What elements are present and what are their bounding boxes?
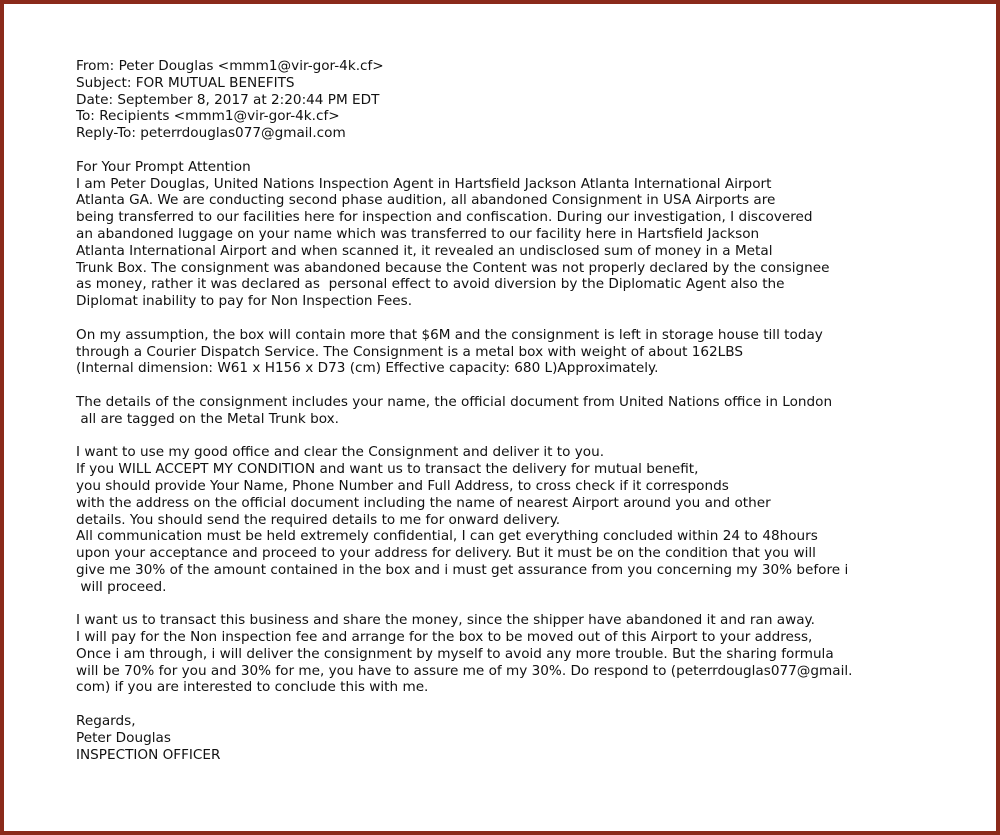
body-line: give me 30% of the amount contained in the box and i must get assurance from you concerning my 30% before i <box>76 561 849 578</box>
body-paragraph-4 <box>76 444 976 595</box>
body-line: On my assumption, the box will contain more that $6M and the consignment is left in storage house till today <box>76 326 823 343</box>
header-from: From: Peter Douglas <mmm1@vir-gor-4k.cf> <box>76 58 384 74</box>
spacer <box>76 596 976 613</box>
header-to: To: Recipients <mmm1@vir-gor-4k.cf> <box>76 108 340 125</box>
signature-closing: Regards, <box>76 713 136 730</box>
body-line: All communication must be held extremely confidential, I can get everything concluded within 24 to 48hours <box>76 528 818 545</box>
body-line: (Internal dimension: W61 x H156 x D73 (cm) Effective capacity: 680 L)Approximately. <box>76 360 659 377</box>
body-line: upon your acceptance and proceed to your address for delivery. But it must be on the condition that you will <box>76 545 816 562</box>
body-line: com) if you are interested to conclude this with me. <box>76 679 429 696</box>
spacer <box>76 377 976 394</box>
body-paragraph-2 <box>76 327 976 377</box>
body-line: being transferred to our facilities here for inspection and confiscation. During our investigation, I discovered <box>76 209 813 226</box>
body-paragraph-1 <box>76 159 976 310</box>
spacer <box>76 696 976 713</box>
body-line: will proceed. <box>76 578 167 595</box>
body-line: I want us to transact this business and share the money, since the shipper have abandoned it and ran away. <box>76 612 815 629</box>
body-line: with the address on the official document including the name of nearest Airport around you and other <box>76 494 771 511</box>
header-subject: Subject: FOR MUTUAL BENEFITS <box>76 74 295 91</box>
signature-block <box>76 713 976 763</box>
email-header <box>76 58 976 142</box>
body-line: I am Peter Douglas, United Nations Inspection Agent in Hartsfield Jackson Atlanta International Airport <box>76 175 772 192</box>
body-line: Atlanta GA. We are conducting second phase audition, all abandoned Consignment in USA Airports are <box>76 192 776 209</box>
body-line: will be 70% for you and 30% for me, you have to assure me of my 30%. Do respond to (peterrdouglas077@gmail. <box>76 662 853 679</box>
body-line: details. You should send the required details to me for onward delivery. <box>76 511 561 528</box>
email-message <box>76 58 976 763</box>
body-line: Once i am through, i will deliver the consignment by myself to avoid any more trouble. But the sharing formula <box>76 645 834 662</box>
body-line: If you WILL ACCEPT MY CONDITION and want us to transact the delivery for mutual benefit, <box>76 461 699 478</box>
header-reply-to: Reply-To: peterrdouglas077@gmail.com <box>76 125 346 142</box>
body-line: For Your Prompt Attention <box>76 158 251 175</box>
header-date: Date: September 8, 2017 at 2:20:44 PM EDT <box>76 91 380 108</box>
body-line: an abandoned luggage on your name which was transferred to our facility here in Hartsfield Jackson <box>76 225 760 242</box>
body-line: I will pay for the Non inspection fee and arrange for the box to be moved out of this Airport to your address, <box>76 629 813 646</box>
body-line: Diplomat inability to pay for Non Inspection Fees. <box>76 293 413 310</box>
signature-name: Peter Douglas <box>76 729 171 746</box>
body-line: you should provide Your Name, Phone Number and Full Address, to cross check if it corresponds <box>76 477 729 494</box>
spacer <box>76 310 976 327</box>
spacer <box>76 428 976 445</box>
spacer <box>76 142 976 159</box>
body-line: The details of the consignment includes your name, the official document from United Nations office in London <box>76 393 833 410</box>
body-line: all are tagged on the Metal Trunk box. <box>76 410 340 427</box>
body-line: Trunk Box. The consignment was abandoned because the Content was not properly declared by the consignee <box>76 259 830 276</box>
body-line: as money, rather it was declared as personal effect to avoid diversion by the Diplomatic Agent also the <box>76 276 785 293</box>
body-paragraph-3 <box>76 394 976 428</box>
body-line: I want to use my good office and clear the Consignment and deliver it to you. <box>76 444 605 461</box>
body-line: Atlanta International Airport and when scanned it, it revealed an undisclosed sum of money in a Metal <box>76 242 773 259</box>
signature-title: INSPECTION OFFICER <box>76 746 221 763</box>
body-paragraph-5 <box>76 612 976 696</box>
body-line: through a Courier Dispatch Service. The Consignment is a metal box with weight of about 162LBS <box>76 343 743 360</box>
